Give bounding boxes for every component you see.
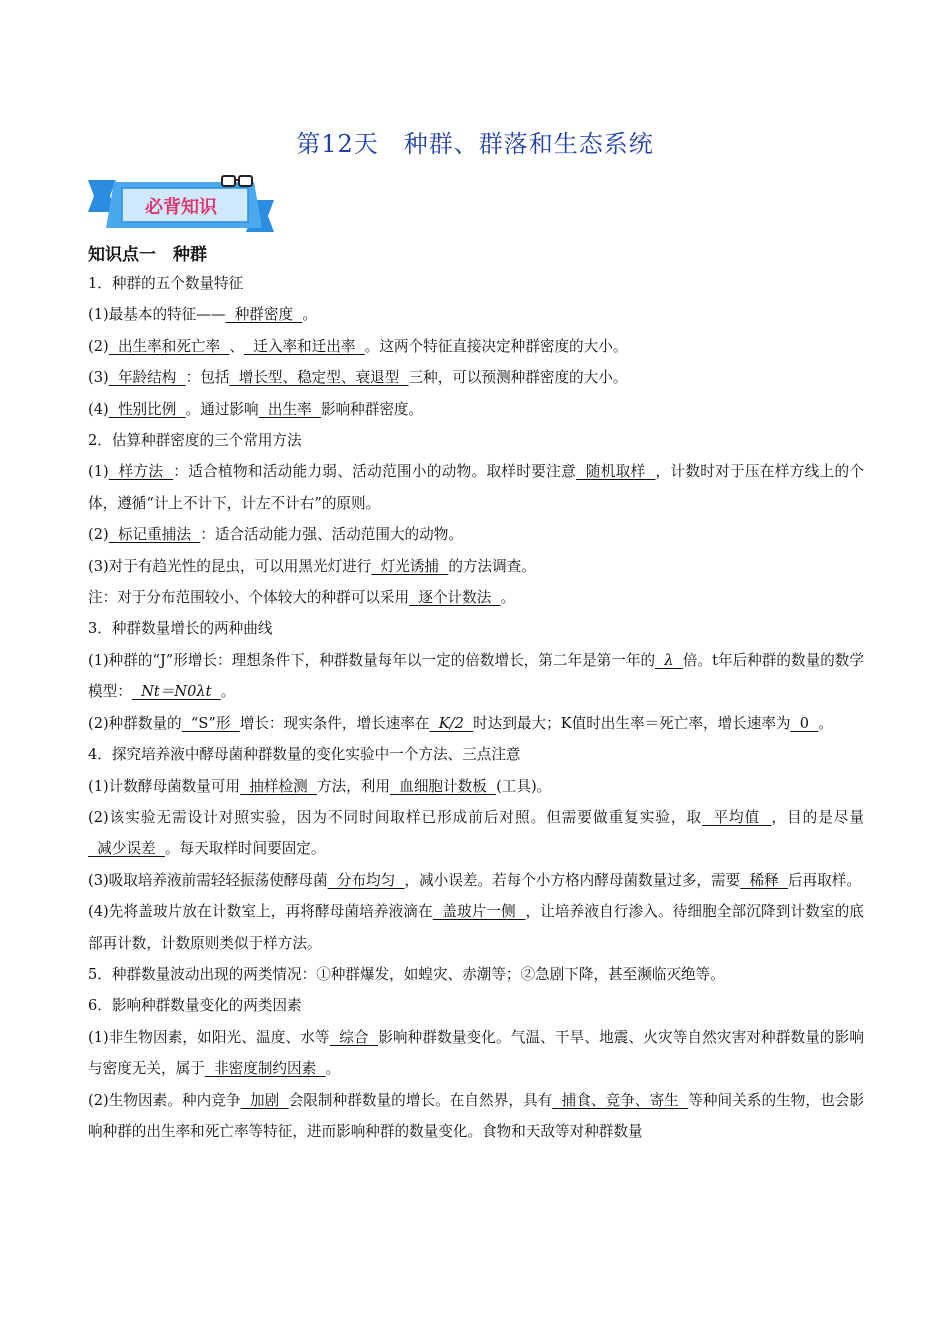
knowledge-content (88, 268, 864, 1147)
line: 2．估算种群密度的三个常用方法 (88, 432, 302, 450)
line: 5．种群数量波动出现的两类情况：①种群爆发，如蝗灾、赤潮等；②急剧下降，甚至濒临灭绝等。 (88, 965, 725, 983)
banner-graphic (86, 174, 276, 238)
line: (3) 年龄结构 ：包括 增长型、稳定型、衰退型 三种，可以预测种群密度的大小。 (88, 369, 628, 387)
page-title: 第12天 种群、群落和生态系统 (296, 130, 654, 158)
line: (2) 出生率和死亡率 、 迁入率和迁出率 。这两个特征直接决定种群密度的大小。 (88, 337, 628, 355)
section-heading: 知识点一 种群 (88, 245, 207, 265)
line: 4．探究培养液中酵母菌种群数量的变化实验中一个方法、三点注意 (88, 746, 521, 764)
line: (2) 标记重捕法 ：适合活动能力强、活动范围大的动物。 (88, 526, 463, 544)
line: (3)对于有趋光性的昆虫，可以用黑光灯进行 灯光诱捕 的方法调查。 (88, 557, 536, 575)
line: 1．种群的五个数量特征 (88, 275, 244, 292)
line: 6．影响种群数量变化的两类因素 (88, 997, 302, 1015)
line: (2)该实验无需设计对照实验，因为不同时间取样已形成前后对照。但需要做重复实验，取 平均值 ，目的是尽量 减少误差 。每天取样时间要固定。 (88, 808, 864, 858)
line: (1)计数酵母菌数量可用 抽样检测 方法，利用 血细胞计数板 (工具)。 (88, 777, 552, 795)
line: 注：对于分布范围较小、个体较大的种群可以采用 逐个计数法 。 (88, 589, 516, 607)
line: 3．种群数量增长的两种曲线 (88, 620, 273, 638)
line: (1)种群的“J”形增长：理想条件下，种群数量每年以一定的倍数增长，第二年是第一年的 λ 倍。t年后种群的数量的数学模型： Nt＝N0λt 。 (88, 651, 864, 701)
line: (2)种群数量的 “S”形 增长：现实条件，增长速率在 K/2 时达到最大；K值时出生率＝死亡率，增长速率为 0 。 (88, 714, 833, 732)
line: (2)生物因素。种内竞争 加剧 会限制种群数量的增长。在自然界，具有 捕食、竞争、寄生 等种间关系的生物，也会影响种群的出生率和死亡率等特征，进而影响种群的数量变化。食物和天敌等对种群数量 (88, 1091, 864, 1140)
line: (4) 性别比例 。通过影响 出生率 影响种群密度。 (88, 400, 424, 418)
banner-label: 必背知识 (145, 197, 217, 218)
line: (1) 样方法 ：适合植物和活动能力弱、活动范围小的动物。取样时要注意 随机取样 ，计数时对于压在样方线上的个体，遵循“计上不计下，计左不计右”的原则。 (88, 463, 864, 512)
line: (1)非生物因素，如阳光、温度、水等 综合 影响种群数量变化。气温、干旱、地震、火灾等自然灾害对种群数量的影响与密度无关，属于 非密度制约因素 。 (88, 1028, 864, 1078)
line: (3)吸取培养液前需轻轻振荡使酵母菌 分布均匀 ，减小误差。若每个小方格内酵母菌数量过多，需要 稀释 后再取样。 (88, 871, 861, 889)
line: (1)最基本的特征—— 种群密度 。 (88, 306, 317, 324)
line: (4)先将盖玻片放在计数室上，再将酵母菌培养液滴在 盖玻片一侧 ，让培养液自行渗入。待细胞全部沉降到计数室的底部再计数，计数原则类似于样方法。 (88, 903, 864, 952)
section-banner (86, 174, 276, 238)
